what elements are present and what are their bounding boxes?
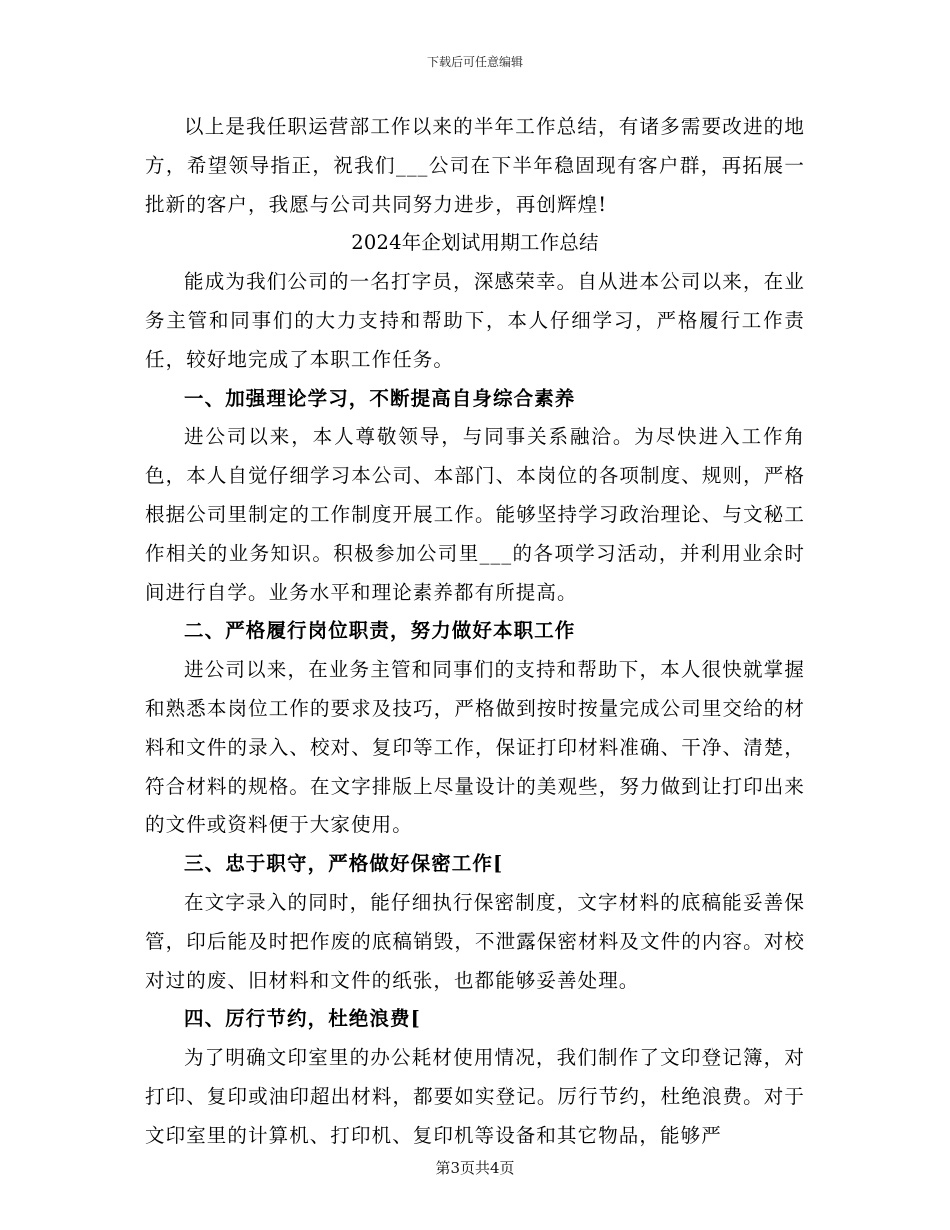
section-body-3: 在文字录入的同时，能仔细执行保密制度，文字材料的底稿能妥善保管，印后能及时把作废的底稿销毁，不泄露保密材料及文件的内容。对校对过的废、旧材料和文件的纸张，也都能够妥善处理。 bbox=[145, 890, 805, 992]
section-body-2: 进公司以来，在业务主管和同事们的支持和帮助下，本人很快就掌握和熟悉本岗位工作的要求及技巧，严格做到按时按量完成公司里交给的材料和文件的录入、校对、复印等工作，保证打印材料准确、干净、清楚，符合材料的规格。在文字排版上尽量设计的美观些，努力做到让打印出来的文件或资料便于大家使用。 bbox=[145, 658, 805, 837]
document-title: 2024年企划试用期工作总结 bbox=[351, 231, 599, 255]
opening-paragraph: 能成为我们公司的一名打字员，深感荣幸。自从进本公司以来，在业务主管和同事们的大力支持和帮助下，本人仔细学习，严格履行工作责任，较好地完成了本职工作任务。 bbox=[145, 270, 805, 371]
page-header-note: 下载后可任意编辑 bbox=[426, 55, 523, 69]
section-body-4: 为了明确文印室里的办公耗材使用情况，我们制作了文印登记簿，对打印、复印或油印超出材料，都要如实登记。厉行节约，杜绝浪费。对于文印室里的计算机、打印机、复印机等设备和其它物品，能够严 bbox=[145, 1046, 805, 1147]
document-body bbox=[145, 108, 805, 1156]
section-heading-1: 一、加强理论学习，不断提高自身综合素养 bbox=[184, 386, 576, 410]
section-heading-4: 四、厉行节约，杜绝浪费[ bbox=[184, 1007, 421, 1031]
intro-paragraph: 以上是我任职运营部工作以来的半年工作总结，有诸多需要改进的地方，希望领导指正，祝我们___公司在下半年稳固现有客户群，再拓展一批新的客户，我愿与公司共同努力进步，再创辉煌! bbox=[145, 115, 805, 216]
section-body-1: 进公司以来，本人尊敬领导，与同事关系融洽。为尽快进入工作角色，本人自觉仔细学习本公司、本部门、本岗位的各项制度、规则，严格根据公司里制定的工作制度开展工作。能够坚持学习政治理论、与文秘工作相关的业务知识。积极参加公司里___的各项学习活动，并利用业余时间进行自学。业务水平和理论素养都有所提高。 bbox=[145, 425, 805, 604]
section-heading-3: 三、忠于职守，严格做好保密工作[ bbox=[184, 852, 504, 876]
page-number-footer: 第3页共4页 bbox=[435, 1159, 515, 1177]
section-heading-2: 二、严格履行岗位职责，努力做好本职工作 bbox=[184, 619, 576, 643]
